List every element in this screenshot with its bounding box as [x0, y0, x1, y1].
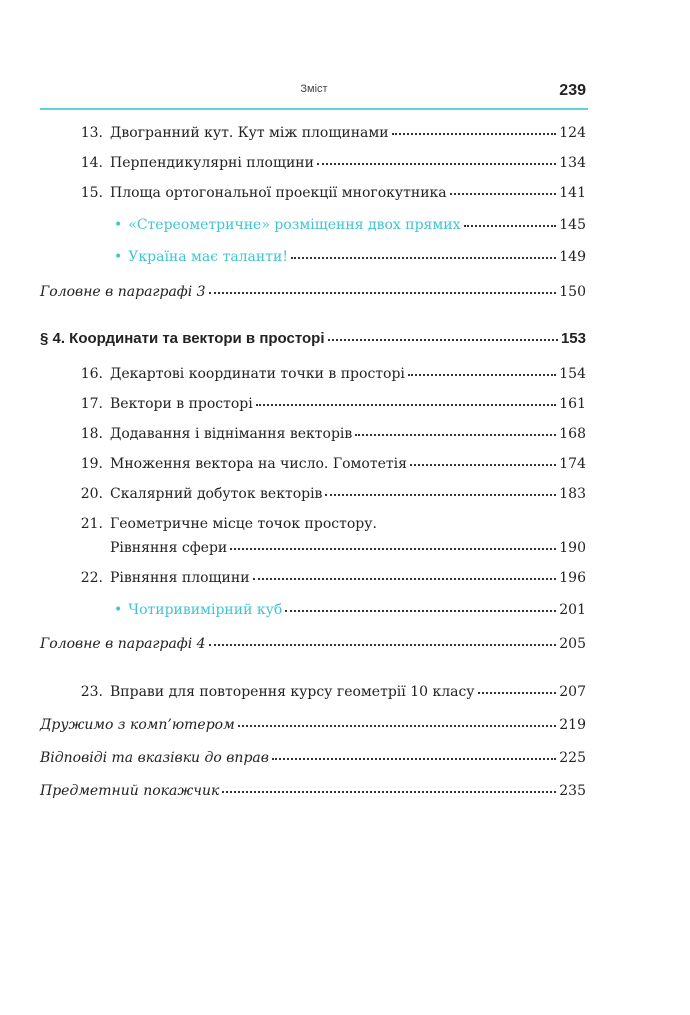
toc-bullet-4d-cube[interactable] [40, 601, 586, 619]
entry-title: Площа ортогональної проекції многокутника [110, 185, 447, 201]
entry-title: • Чотиривимірний куб [40, 601, 282, 619]
entry-page: 161 [559, 396, 586, 412]
entry-page: 196 [559, 570, 586, 586]
entry-page: 201 [559, 602, 586, 618]
entry-title: Дружимо з комп’ютером [40, 717, 235, 733]
dot-leader [209, 291, 557, 294]
toc-entry-19[interactable] [40, 455, 586, 473]
entry-page: 207 [559, 684, 586, 700]
toc-entry-20[interactable] [40, 485, 586, 503]
dot-leader [238, 724, 557, 727]
entry-title: Відповіді та вказівки до вправ [40, 750, 269, 766]
dot-leader [325, 493, 556, 496]
toc-bullet-stereometric[interactable] [40, 216, 586, 234]
toc-entry-23[interactable] [40, 683, 586, 701]
entry-page: 190 [559, 540, 586, 556]
toc-entry-17[interactable] [40, 395, 586, 413]
entry-title: Рівняння площини [110, 570, 250, 586]
dot-leader [328, 338, 558, 341]
dot-leader [317, 162, 556, 165]
section-title: § 4. Координати та вектори в просторі [40, 330, 325, 347]
toc-entry-22[interactable] [40, 569, 586, 587]
entry-title: Декартові координати точки в просторі [110, 366, 405, 382]
dot-leader [410, 463, 556, 466]
entry-page: 205 [559, 636, 586, 652]
dot-leader [285, 609, 556, 612]
entry-page: 225 [559, 750, 586, 766]
entry-number: 17. [80, 396, 103, 412]
entry-page: 141 [559, 185, 586, 201]
toc-entry-18[interactable] [40, 425, 586, 443]
dot-leader [230, 547, 556, 550]
entry-number: 15. [80, 185, 103, 201]
toc-entry-16[interactable] [40, 365, 586, 383]
entry-page: 183 [559, 486, 586, 502]
dot-leader [272, 757, 556, 760]
dot-leader [464, 224, 557, 227]
toc-section-4[interactable] [40, 330, 586, 348]
toc-entry-21[interactable] [40, 515, 586, 557]
page-header [40, 80, 588, 110]
entry-title: Двогранний кут. Кут між площинами [110, 125, 389, 141]
entry-title: Головне в параграфі 4 [40, 636, 206, 652]
entry-number: 20. [80, 486, 103, 502]
toc-entry-13[interactable] [40, 124, 586, 142]
entry-title-line2: Рівняння сфери [110, 540, 228, 556]
dot-leader [355, 433, 556, 436]
entry-title: Вправи для повторення курсу геометрії 10 класу [110, 684, 475, 700]
toc-answers[interactable] [40, 749, 586, 767]
table-of-contents [40, 118, 586, 800]
entry-number: 18. [80, 426, 103, 442]
entry-page: 174 [559, 456, 586, 472]
toc-summary-3[interactable] [40, 283, 586, 301]
dot-leader [450, 192, 557, 195]
entry-page: 168 [559, 426, 586, 442]
entry-title: • Україна має таланти! [40, 248, 288, 266]
entry-title: Додавання і віднімання векторів [110, 426, 353, 442]
entry-title-line1: Геометричне місце точок простору. [110, 516, 377, 532]
entry-title: Вектори в просторі [110, 396, 253, 412]
entry-number: 14. [80, 155, 103, 171]
entry-page: 150 [559, 284, 586, 300]
toc-subject-index[interactable] [40, 782, 586, 800]
entry-page: 145 [559, 217, 586, 233]
entry-page: 149 [559, 249, 586, 265]
entry-title: • «Стереометричне» розміщення двох прямих [40, 216, 461, 234]
entry-page: 219 [559, 717, 586, 733]
entry-title: Предметний покажчик [40, 783, 220, 799]
toc-entry-21-line1 [40, 515, 586, 533]
entry-number: 22. [80, 570, 103, 586]
entry-title: Скалярний добуток векторів [110, 486, 323, 502]
entry-page: 153 [560, 330, 586, 347]
entry-title: Множення вектора на число. Гомотетія [110, 456, 407, 472]
dot-leader [253, 577, 557, 580]
running-header-title: Зміст [300, 83, 328, 95]
toc-bullet-ukraine-talents[interactable] [40, 248, 586, 266]
dot-leader [392, 132, 557, 135]
toc-entry-14[interactable] [40, 154, 586, 172]
toc-summary-4[interactable] [40, 635, 586, 653]
entry-number: 23. [80, 684, 103, 700]
entry-page: 154 [559, 366, 586, 382]
entry-page: 134 [559, 155, 586, 171]
toc-entry-21-line2 [40, 539, 586, 557]
dot-leader [222, 790, 556, 793]
entry-page: 124 [559, 125, 586, 141]
dot-leader [256, 403, 557, 406]
dot-leader [209, 643, 557, 646]
page-number: 239 [559, 82, 586, 99]
entry-number: 16. [80, 366, 103, 382]
dot-leader [291, 256, 556, 259]
entry-page: 235 [559, 783, 586, 799]
entry-number: 21. [80, 516, 103, 532]
entry-number: 13. [80, 125, 103, 141]
entry-title: Перпендикулярні площини [110, 155, 314, 171]
entry-title: Головне в параграфі 3 [40, 284, 206, 300]
toc-computer-friends[interactable] [40, 716, 586, 734]
dot-leader [478, 691, 557, 694]
dot-leader [408, 373, 556, 376]
toc-entry-15[interactable] [40, 184, 586, 202]
entry-number: 19. [80, 456, 103, 472]
